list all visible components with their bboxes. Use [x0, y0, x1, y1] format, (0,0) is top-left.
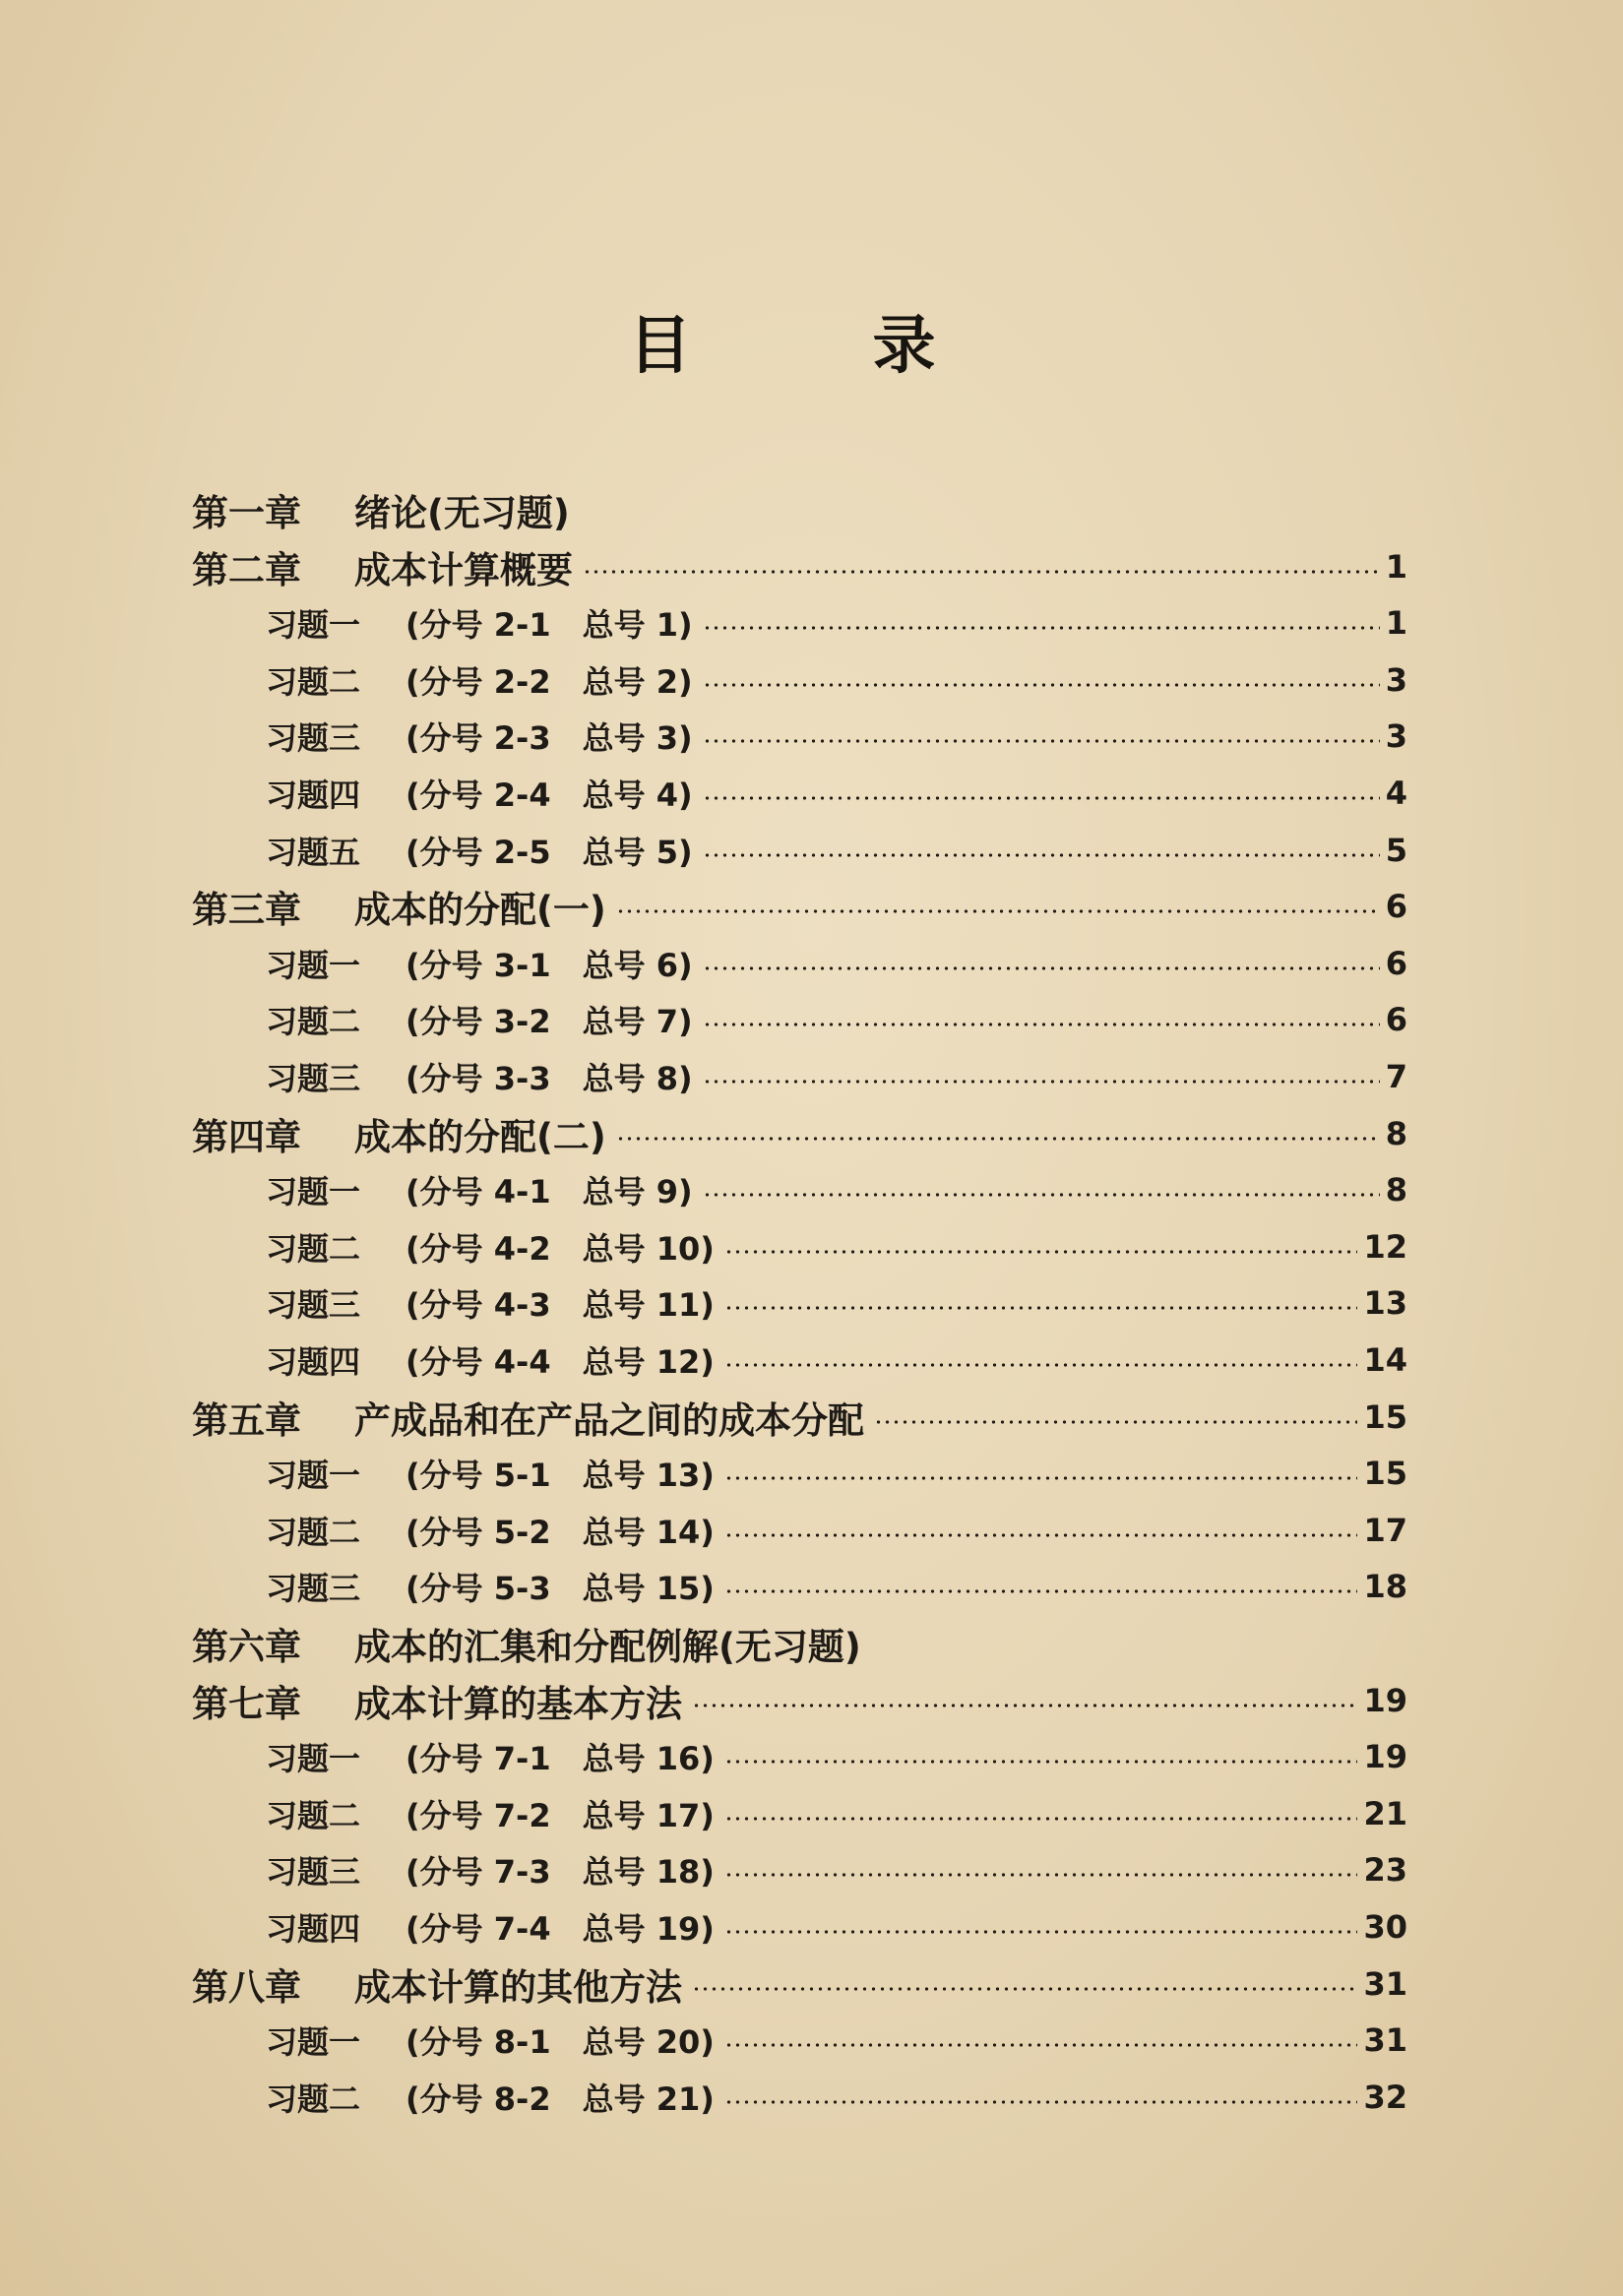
- dot-leader: [724, 1250, 1358, 1254]
- toc-exercise-entry: [266, 1219, 1407, 1274]
- toc-exercise-entry: [266, 1786, 1407, 1841]
- dot-leader: [724, 1533, 1358, 1537]
- entry-title: 成本计算概要: [354, 548, 573, 591]
- page-number: 6: [1385, 888, 1407, 926]
- entry-title: (分号 8-2 总号 21): [406, 2079, 715, 2118]
- page-number: 12: [1363, 1227, 1407, 1266]
- entry-title: (分号 5-2 总号 14): [406, 1513, 715, 1551]
- page-number: 18: [1363, 1568, 1407, 1606]
- entry-number: 习题一: [266, 2023, 361, 2062]
- dot-leader: [724, 2043, 1358, 2047]
- dot-leader: [703, 626, 1380, 630]
- entry-title: (分号 7-4 总号 19): [406, 1910, 715, 1948]
- page-number: 3: [1385, 660, 1407, 699]
- entry-number: 习题一: [266, 1457, 361, 1495]
- toc-exercise-entry: [266, 1162, 1407, 1217]
- dot-leader: [703, 1080, 1380, 1084]
- entry-number: 习题四: [266, 1910, 361, 1948]
- page-number: 19: [1363, 1681, 1407, 1719]
- entry-title: (分号 5-3 总号 15): [406, 1570, 715, 1608]
- toc-exercise-entry: [266, 652, 1407, 708]
- dot-leader: [616, 1137, 1380, 1141]
- toc-exercise-entry: [266, 1729, 1407, 1784]
- page-number: 8: [1385, 1171, 1407, 1210]
- entry-number: 习题二: [266, 1796, 361, 1834]
- toc-chapter-entry: [192, 482, 1407, 537]
- dot-leader: [703, 1193, 1380, 1197]
- entry-number: 第二章: [192, 548, 301, 591]
- entry-number: 第六章: [192, 1626, 301, 1668]
- toc-exercise-entry: [266, 1899, 1407, 1955]
- entry-title: (分号 2-4 总号 4): [406, 776, 693, 814]
- toc-chapter-entry: [192, 1106, 1407, 1161]
- page-number: 3: [1385, 717, 1407, 756]
- entry-number: 习题二: [266, 2079, 361, 2118]
- entry-title: (分号 2-3 总号 3): [406, 719, 693, 758]
- entry-number: 习题一: [266, 1740, 361, 1778]
- entry-number: 习题一: [266, 606, 361, 645]
- toc-exercise-entry: [266, 1559, 1407, 1614]
- page-number: 31: [1363, 1964, 1407, 2003]
- entry-title: 成本的分配(二): [354, 1115, 606, 1158]
- toc-chapter-entry: [192, 1616, 1407, 1671]
- toc-chapter-entry: [192, 879, 1407, 934]
- page-number: 1: [1385, 604, 1407, 643]
- page-title: 目 录: [628, 310, 995, 383]
- entry-title: (分号 2-1 总号 1): [406, 606, 693, 645]
- entry-number: 习题四: [266, 1343, 361, 1381]
- entry-title: (分号 7-3 总号 18): [406, 1853, 715, 1892]
- page-number: 23: [1363, 1851, 1407, 1890]
- entry-title: (分号 5-1 总号 13): [406, 1457, 715, 1495]
- entry-title: (分号 4-2 总号 10): [406, 1229, 715, 1268]
- toc-exercise-entry: [266, 709, 1407, 764]
- page-number: 5: [1385, 831, 1407, 869]
- dot-leader: [724, 1476, 1358, 1480]
- entry-number: 习题二: [266, 662, 361, 701]
- entry-title: (分号 3-3 总号 8): [406, 1060, 693, 1097]
- page-number: 30: [1363, 1908, 1407, 1946]
- entry-number: 习题一: [266, 1173, 361, 1211]
- page-number: 19: [1363, 1738, 1407, 1776]
- toc-exercise-entry: [266, 1503, 1407, 1558]
- dot-leader: [874, 1420, 1357, 1424]
- entry-number: 习题三: [266, 1570, 361, 1608]
- entry-title: 成本计算的基本方法: [354, 1682, 682, 1725]
- entry-number: 第三章: [192, 889, 301, 932]
- toc-chapter-entry: [192, 1673, 1407, 1728]
- entry-title: (分号 3-2 总号 7): [406, 1003, 693, 1041]
- dot-leader: [703, 683, 1380, 687]
- entry-number: 第四章: [192, 1115, 301, 1158]
- toc-exercise-entry: [266, 1446, 1407, 1501]
- dot-leader: [724, 1589, 1358, 1593]
- entry-title: 成本的分配(一): [354, 889, 606, 932]
- page-number: 13: [1363, 1284, 1407, 1323]
- page-number: 1: [1385, 547, 1407, 586]
- entry-title: (分号 4-4 总号 12): [406, 1343, 715, 1381]
- entry-number: 习题五: [266, 833, 361, 871]
- dot-leader: [616, 909, 1380, 913]
- toc-chapter-entry: [192, 539, 1407, 594]
- toc-exercise-entry: [266, 766, 1407, 821]
- dot-leader: [703, 966, 1380, 970]
- entry-title: 产成品和在产品之间的成本分配: [354, 1398, 864, 1442]
- dot-leader: [724, 2100, 1358, 2104]
- toc-exercise-entry: [266, 1842, 1407, 1897]
- toc-exercise-entry: [266, 1275, 1407, 1331]
- entry-number: 习题一: [266, 946, 361, 984]
- page-number: 21: [1363, 1794, 1407, 1832]
- dot-leader: [724, 1873, 1358, 1877]
- toc-exercise-entry: [266, 936, 1407, 991]
- entry-title: (分号 4-1 总号 9): [406, 1173, 693, 1211]
- entry-number: 第一章: [192, 492, 301, 534]
- page-number: 6: [1385, 1001, 1407, 1039]
- entry-number: 习题三: [266, 1853, 361, 1892]
- entry-number: 习题二: [266, 1513, 361, 1551]
- dot-leader: [703, 739, 1380, 743]
- entry-number: 习题二: [266, 1003, 361, 1041]
- dot-leader: [724, 1760, 1358, 1764]
- toc-exercise-entry: [266, 1333, 1407, 1388]
- dot-leader: [724, 1817, 1358, 1821]
- toc-exercise-entry: [266, 823, 1407, 878]
- dot-leader: [703, 853, 1380, 857]
- dot-leader: [703, 796, 1380, 800]
- page-number: 31: [1363, 2021, 1407, 2060]
- entry-title: 绪论(无习题): [354, 492, 570, 534]
- dot-leader: [692, 1704, 1357, 1707]
- entry-number: 习题四: [266, 776, 361, 814]
- dot-leader: [692, 1987, 1357, 1991]
- page-number: 32: [1363, 2078, 1407, 2116]
- entry-title: (分号 2-2 总号 2): [406, 662, 693, 701]
- toc-exercise-entry: [266, 595, 1407, 651]
- dot-leader: [583, 570, 1380, 574]
- page-number: 15: [1363, 1455, 1407, 1493]
- entry-title: (分号 4-3 总号 11): [406, 1286, 715, 1325]
- entry-title: (分号 3-1 总号 6): [406, 946, 693, 984]
- entry-title: (分号 8-1 总号 20): [406, 2023, 715, 2062]
- entry-title: (分号 2-5 总号 5): [406, 833, 693, 871]
- dot-leader: [724, 1306, 1358, 1310]
- entry-number: 第八章: [192, 1965, 301, 2009]
- page-number: 6: [1385, 944, 1407, 982]
- toc-chapter-entry: [192, 1390, 1407, 1445]
- entry-title: (分号 7-2 总号 17): [406, 1796, 715, 1834]
- dot-leader: [703, 1023, 1380, 1026]
- page-number: 15: [1363, 1397, 1407, 1436]
- toc-exercise-entry: [266, 992, 1407, 1047]
- entry-number: 第七章: [192, 1682, 301, 1725]
- dot-leader: [724, 1930, 1358, 1934]
- page-number: 7: [1385, 1058, 1407, 1095]
- toc-exercise-entry: [266, 2013, 1407, 2068]
- entry-title: (分号 7-1 总号 16): [406, 1740, 715, 1778]
- page-number: 4: [1385, 775, 1407, 812]
- toc-exercise-entry: [266, 2070, 1407, 2125]
- entry-number: 习题二: [266, 1229, 361, 1268]
- entry-title: 成本计算的其他方法: [354, 1965, 682, 2009]
- page-number: 8: [1385, 1114, 1407, 1152]
- entry-title: 成本的汇集和分配例解(无习题): [354, 1626, 861, 1668]
- toc-chapter-entry: [192, 1956, 1407, 2012]
- entry-number: 习题三: [266, 719, 361, 758]
- dot-leader: [724, 1363, 1358, 1367]
- entry-number: 习题三: [266, 1286, 361, 1325]
- toc-exercise-entry: [266, 1049, 1407, 1104]
- page-number: 17: [1363, 1511, 1407, 1549]
- entry-number: 习题三: [266, 1060, 361, 1097]
- entry-number: 第五章: [192, 1398, 301, 1442]
- page-number: 14: [1363, 1341, 1407, 1379]
